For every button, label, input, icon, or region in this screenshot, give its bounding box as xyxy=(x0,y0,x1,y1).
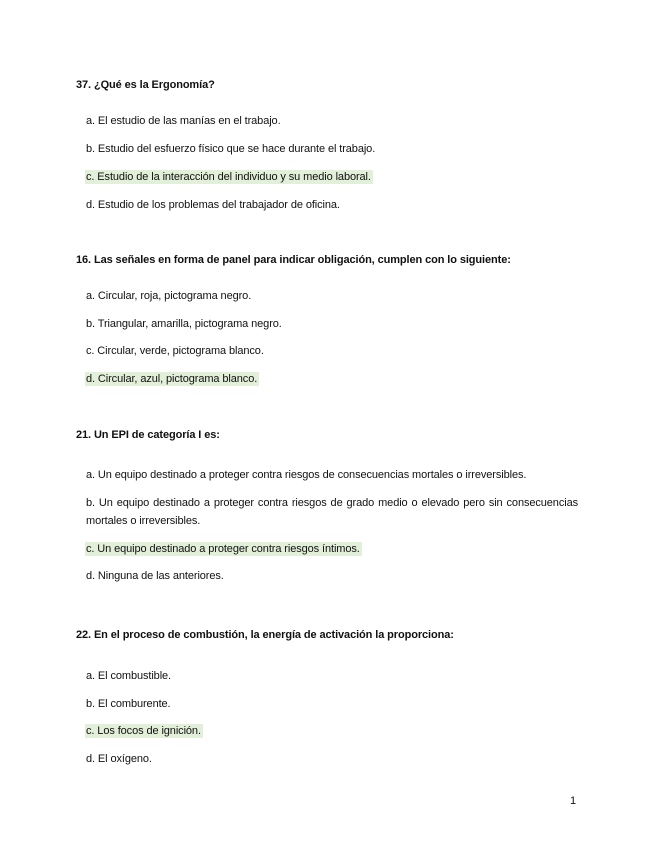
answer-option: a. El combustible. xyxy=(86,670,172,682)
question-title: 37. ¿Qué es la Ergonomía? xyxy=(76,79,215,91)
correct-answer-highlight: d. Circular, azul, pictograma blanco. xyxy=(86,373,258,385)
answer-option-correct xyxy=(86,169,373,185)
answer-option-correct xyxy=(86,723,203,739)
question-title: 22. En el proceso de combustión, la energía de activación la proporciona: xyxy=(76,629,454,641)
answer-option: b. El comburente. xyxy=(86,698,171,710)
answer-option: b. Un equipo destinado a proteger contra riesgos de grado medio o elevado pero sin consecuencias mortales o irreversibles. xyxy=(86,497,578,527)
correct-answer-highlight: c. Los focos de ignición. xyxy=(86,725,201,737)
answer-option: c. Circular, verde, pictograma blanco. xyxy=(86,345,264,357)
answer-option: d. Estudio de los problemas del trabajador de oficina. xyxy=(86,199,340,211)
answer-option: a. Un equipo destinado a proteger contra riesgos de consecuencias mortales o irreversibles. xyxy=(86,469,527,481)
correct-answer-highlight: c. Un equipo destinado a proteger contra riesgos íntimos. xyxy=(86,543,360,555)
answer-option: a. Circular, roja, pictograma negro. xyxy=(86,290,252,302)
answer-option-correct xyxy=(86,541,362,557)
page-number: 1 xyxy=(570,795,577,807)
correct-answer-highlight: c. Estudio de la interacción del individuo y su medio laboral. xyxy=(86,171,371,183)
answer-option: b. Estudio del esfuerzo físico que se hace durante el trabajo. xyxy=(86,143,376,155)
question-title: 16. Las señales en forma de panel para indicar obligación, cumplen con lo siguiente: xyxy=(76,254,511,266)
answer-option: d. El oxígeno. xyxy=(86,753,152,765)
question-title: 21. Un EPI de categoría I es: xyxy=(76,429,220,441)
answer-option: d. Ninguna de las anteriores. xyxy=(86,570,224,582)
answer-option-correct xyxy=(86,371,259,387)
answer-option: b. Triangular, amarilla, pictograma negro. xyxy=(86,318,282,330)
answer-option: a. El estudio de las manías en el trabajo. xyxy=(86,115,281,127)
